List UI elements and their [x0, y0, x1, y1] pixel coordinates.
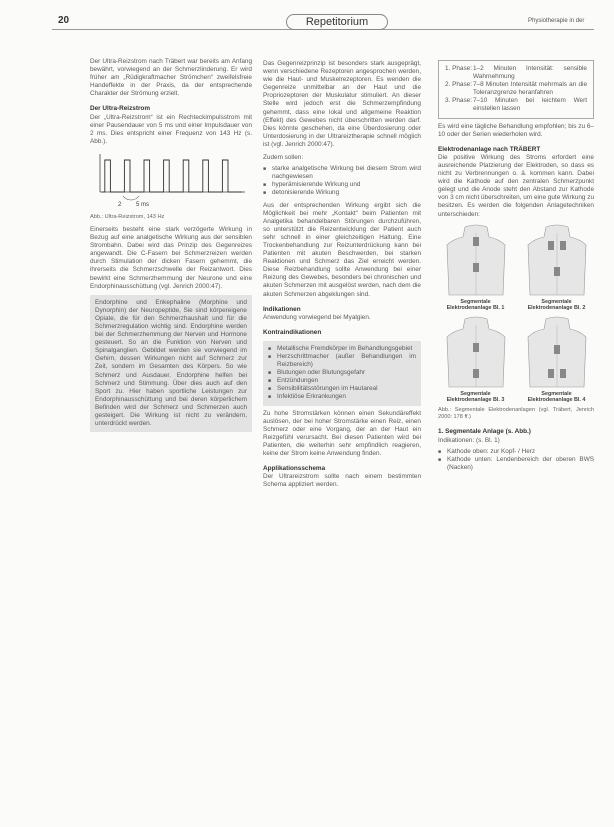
electrode-pad: [473, 343, 479, 352]
figure-label-line1: Segmentale: [460, 298, 491, 305]
heading-indikationen: Indikationen: [263, 305, 301, 313]
phase-row: [445, 81, 587, 97]
electrode-pad: [554, 345, 560, 354]
info-box-endorphine: [90, 295, 252, 433]
back-illustration: [443, 223, 509, 299]
electrode-pad: [473, 263, 479, 272]
list-item: ■ Entzündungen: [268, 377, 416, 385]
electrode-pad: [560, 369, 566, 378]
back-illustration: [524, 223, 590, 299]
electrode-pad: [554, 267, 560, 276]
list-item: ■ Herzschrittmacher (außer Behandlungen im Reizbereich): [268, 353, 416, 369]
caution-paragraph: Zu hohe Stromstärken können einen Sekundäreffekt auslösen, der bei hoher Stromstärke einen Reiz, einen Schmerz oder eine Vorgang, der an der Haut ein Reizgefühl verursacht. Bei diesen Patienten wird bei Patienten, die weiterhin sehr empfindlich reagieren, keine der Strom keine Anwendung finden.: [263, 409, 421, 458]
annotation-pause: 5 ms: [136, 201, 150, 208]
applikation-text: Der Ultrareizstrom sollte nach einem bestimmten Schema appliziert werden.: [263, 473, 421, 489]
kontra-list: [268, 345, 416, 402]
list-item: ■ detonisierende Wirkung: [263, 189, 421, 197]
annotation-pulse: 2: [118, 201, 122, 208]
pulse-chart: [90, 150, 252, 212]
back-illustration: [524, 315, 590, 391]
running-title: Physiotherapie in der: [528, 18, 585, 24]
column-3: [438, 60, 594, 476]
figure-label-line2: Elektrodenanlage Bl. 3: [446, 397, 505, 404]
kontra-box: [263, 341, 421, 406]
column-1: [90, 58, 252, 436]
note-paragraph: Es wird eine tägliche Behandlung empfohlen; bis zu 6–10 oder der Serien wiederholen wird.: [438, 122, 594, 138]
list-item: ■ Infektiöse Erkrankungen: [268, 393, 416, 401]
electrode-pad: [560, 241, 566, 250]
list-item: ■ starke analgetische Wirkung bei diesem Strom wird nachgewiesen: [263, 165, 421, 181]
electrode-pad: [473, 237, 479, 246]
heading-segmentale-anlage: 1. Segmentale Anlage (s. Abb.): [438, 428, 531, 436]
phase-label: 2. Phase:: [445, 81, 473, 89]
list-item: ■ Sensibilitätsstörungen im Hautareal: [268, 385, 416, 393]
info-box-text: Endorphine und Enkephaline (Morphine und Dynorphin) der Neuropeptide, Sie sind körpereigene Opiate, die für den Schmerzhaushalt und für die Schmerzregulation wichtig sind. Endorphine werden bei der Schmerzhemmung der Nerven und Hormone gesteuert. So an die Funktion von Nerven und Spinalganglien. Gebildet werden sie vorwiegend im Gehirn, dessen Wirkungen nicht auf Schmerz zur Zeit, sondern im Gesamten des Körpers. So wie Schmerz und Ausdauer. Endorphine helfen bei Schmerz und Stimmung. Über dies auch auf den Sport zu. Hier haben sportliche Leistungen zur Endorphinausschüttung und bei deren körperlichem Befinden wird der Schmerz und Schmerzen auch gesteigert. Die Wirkung ist nicht zu verändern, unterdrückt werden.: [95, 298, 247, 428]
figure-label-line2: Elektrodenanlage Bl. 2: [527, 304, 586, 311]
indikationen-text: Anwendung vorwiegend bei Myalgien.: [263, 313, 371, 321]
chart-caption: Abb.: Ultra-Reizstrom, 143 Hz: [90, 213, 165, 220]
phase-text: 7–8 Minuten Intensität mehrmals an die Toleranzgrenze heranfahren: [473, 81, 587, 97]
figure-back-1: [438, 223, 513, 311]
back-illustration: [443, 315, 509, 391]
heading-ultra-reizstrom: Der Ultra-Reizstrom: [90, 105, 151, 113]
list-item: ■ Kathode oben: zur Kopf- / Herz: [438, 448, 594, 456]
figure-grid: [438, 223, 594, 404]
electrode-pad: [473, 369, 479, 378]
figure-label-line2: Elektrodenanlage Bl. 1: [446, 304, 505, 311]
pulse-series-line: [102, 160, 242, 192]
phase-row: [445, 97, 587, 113]
phase-row: [445, 65, 587, 81]
anlage-intro: Indikationen: (s. Bl. 1): [438, 436, 500, 444]
phases-box: [438, 60, 594, 119]
figure-back-3: [438, 315, 513, 403]
heading-kontraindikationen: Kontraindikationen: [263, 328, 322, 336]
pulse-chart-svg: [90, 150, 250, 212]
phase-label: 3. Phase:: [445, 97, 473, 105]
list-item: ■ hyperämisierende Wirkung und: [263, 181, 421, 189]
figure-back-2: [519, 223, 594, 311]
electrode-pad: [548, 241, 554, 250]
figure-label-line2: Elektrodenanlage Bl. 4: [527, 397, 586, 404]
column-2: [263, 60, 421, 489]
phase-label: 1. Phase:: [445, 65, 473, 72]
continuation-paragraph: Das Gegenreizprinzip ist besonders stark ausgeprägt, wenn verschiedene Rezeptoren angesprochen werden, wie die Haut- und Muskelrezeptoren. Es wenden die Gegenreize unmittelbar an der Haut und die Propriozeptoren der Muskulatur stimuliert. An dieser Stelle wird jedoch erst die Schmerzempfindung gehemmt, dass eine lokal und allgemeine Reaktion (Effekt) des Gewebes nicht überschritten werden darf. Dies könnte geschehen, da eine Überdosierung oder Unterdosierung in der Ultrareiztherapie schnell möglich ist (vgl. Jenrich 2000:47).: [263, 60, 421, 148]
list-item: ■ Blutungen oder Blutungsgefahr: [268, 369, 416, 377]
intro-paragraph: Der Ultra-Reizstrom nach Träbert war bereits am Anfang bewährt, vorwiegend an der Schmerzlinderung. Er wird früher am „Rüdigkraftmacher Strömchen“ zweifelsfreie Handeffekte in der Praxis, da der entsprechende Charakter der Strömung erzielt.: [90, 58, 252, 98]
mechanism-paragraph: Einerseits besteht eine stark verzögerte Wirkung in Bezug auf eine analgetische Wirkung aus der sensiblen Strombahn. Dabei wird das Prinzip des Gegenreizes angewandt. Die C-Fasern bei Schmerzreizen werden durch Stimulation der dicken Fasern gehemmt, die ihrerseits die Schmerzschwelle der Reizantwort. Dies bewirkt eine Schmerzhemmung der Neurone und eine Endorphinausschüttung (vgl. Jenrich 2000:47).: [90, 225, 252, 290]
list-item: ■ Metallische Fremdkörper im Behandlungsgebiet: [268, 345, 416, 353]
figure-back-4: [519, 315, 594, 403]
pulse-width-brace: [123, 196, 139, 200]
figure-label-line1: Segmentale: [460, 391, 491, 397]
discussion-paragraph: Aus der entsprechenden Wirkung ergibt sich die Möglichkeit bei mehr „Kontakt“ beim Patienten mit Analgetika behandelbaren Störungen durchzuführen, so unterstützt die Reizentwicklung der Patient auch sehr schnell in einer gleichzeitigen Haltung. Eine Trockenbehandlung zur Reizunterdrückung kann bei Patienten mit akuten Beschwerden, bei starken Reaktionen und Schmerz das Ziel erreicht werden. Diese Reizbehandlung sollte Anwendung bei einer Reizung des Gewebes, besonders bei chronischen und akuten Schmerzen mit ausgelöst werden, nach dem die akuten Schmerzen abgeklungen sind.: [263, 201, 421, 298]
electrode-pad: [548, 369, 554, 378]
figure-caption: Abb.: Segmentale Elektrodenanlagen (vgl. Träbert, Jenrich 2000: 178 ff.): [438, 407, 594, 421]
page-number: 20: [58, 15, 70, 26]
wirkungen-intro: Zudem sollen:: [263, 154, 304, 162]
wirkungen-list: [263, 165, 421, 197]
figure-label-line1: Segmentale: [541, 298, 572, 305]
list-item: ■ Kathode unten: Lendenbereich der oberen BWS (Nacken): [438, 456, 594, 472]
phase-text: 7–10 Minuten bei leichtem Wert einstellen lassen: [473, 97, 587, 113]
heading-applikation: Applikationsschema: [263, 465, 326, 473]
phase-text: 1–2 Minuten Intensität: sensible Wahrnehmung: [473, 65, 587, 81]
heading-elektrodenanlage: Elektrodenanlage nach TRÄBERT: [438, 145, 541, 153]
anlage-list: [438, 448, 594, 472]
elektroden-paragraph: Die positive Wirkung des Stroms erfordert eine ausreichende Platzierung der Elektroden, so dass es nicht zu Verbrennungen o. ä. kommen kann. Dabei wird die Kathode auf den zentralen Schmerzpunkt gelegt und die Anode steht den Abstand zur Kathode von 3 cm nicht überschreiten, um eine gute Wirkung zu besitzen. Es werden die folgenden Anlagetechniken unterschieden:: [438, 153, 594, 218]
ultra-paragraph: Der „Ultra-Reizstrom“ ist ein Rechteckimpulsstrom mit einer Pausendauer von 5 ms und einer Impulsdauer von 2 ms. Dies entspricht einer Frequenz von 143 Hz (s. Abb.).: [90, 113, 252, 145]
chapter-title: Repetitorium: [286, 14, 388, 30]
figure-label-line1: Segmentale: [541, 391, 572, 397]
